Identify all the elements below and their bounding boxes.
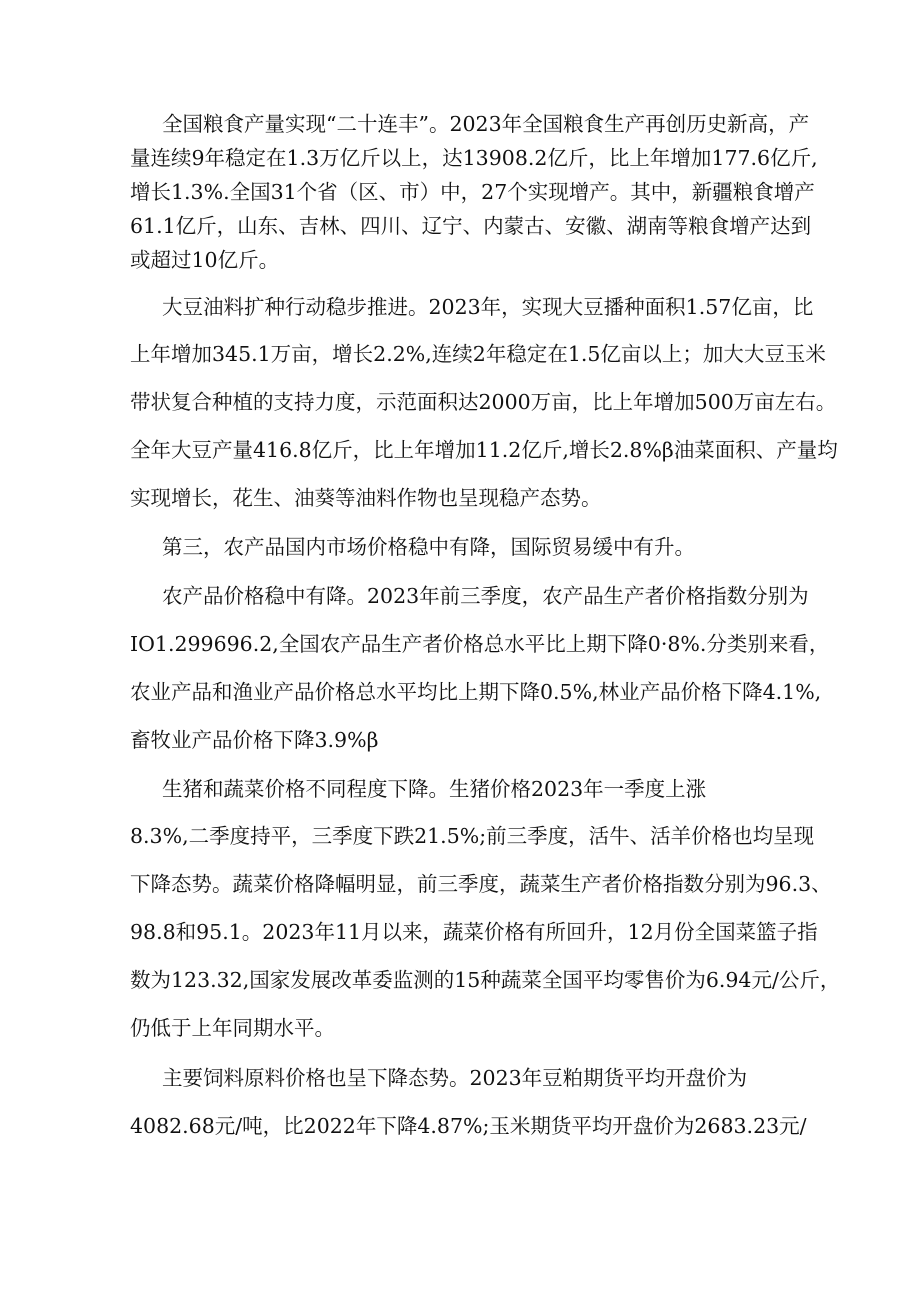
paragraph-1-line-2: 量连续9年稳定在1.3万亿斤以上，达13908.2亿斤，比上年增加177.6亿斤,: [130, 146, 818, 170]
paragraph-5-line-4: 98.8和95.1。2023年11月以来，蔬菜价格有所回升，12月份全国菜篮子指: [130, 920, 818, 944]
paragraph-1-line-5: 或超过10亿斤。: [130, 248, 280, 272]
paragraph-1-line-1: 全国粮食产量实现“二十连丰”。2023年全国粮食生产再创历史新高，产: [162, 112, 810, 136]
paragraph-4-line-3: 农业产品和渔业产品价格总水平均比上期下降0.5%,林业产品价格下降4.1%,: [130, 680, 822, 704]
paragraph-5-line-2: 8.3%,二季度持平，三季度下跌21.5%;前三季度，活牛、活羊价格也均呈现: [130, 824, 815, 848]
paragraph-2-line-4: 全年大豆产量416.8亿斤，比上年增加11.2亿斤,增长2.8%β油菜面积、产量均: [130, 438, 838, 462]
paragraph-2-line-3: 带状复合种植的支持力度，示范面积达2000万亩，比上年增加500万亩左右。: [130, 390, 837, 414]
paragraph-2-line-2: 上年增加345.1万亩，增长2.2%,连续2年稳定在1.5亿亩以上；加大大豆玉米: [130, 342, 826, 366]
paragraph-1-line-4: 61.1亿斤，山东、吉林、四川、辽宁、内蒙古、安徽、湖南等粮食增产达到: [130, 214, 812, 238]
paragraph-1-line-3: 增长1.3%.全国31个省（区、市）中，27个实现增产。其中，新疆粮食增产: [130, 180, 815, 204]
paragraph-6-line-2: 4082.68元/吨，比2022年下降4.87%;玉米期货平均开盘价为2683.23元/: [130, 1114, 807, 1138]
paragraph-5-line-6: 仍低于上年同期水平。: [130, 1016, 335, 1040]
paragraph-4-line-4: 畜牧业产品价格下降3.9%β: [130, 728, 379, 752]
paragraph-2-line-1: 大豆油料扩种行动稳步推进。2023年，实现大豆播种面积1.57亿亩，比: [162, 295, 814, 319]
paragraph-2-line-5: 实现增长，花生、油葵等油料作物也呈现稳产态势。: [130, 486, 602, 510]
paragraph-5-line-5: 数为123.32,国家发展改革委监测的15种蔬菜全国平均零售价为6.94元/公斤，: [130, 968, 841, 992]
paragraph-4-line-2: IO1.299696.2,全国农产品生产者价格总水平比上期下降0·8%.分类别来看，: [130, 632, 830, 656]
section-heading-third: 第三，农产品国内市场价格稳中有降，国际贸易缓中有升。: [162, 535, 695, 559]
paragraph-5-line-3: 下降态势。蔬菜价格降幅明显，前三季度，蔬菜生产者价格指数分别为96.3、: [130, 872, 832, 896]
paragraph-5-line-1: 生猪和蔬菜价格不同程度下降。生猪价格2023年一季度上涨: [162, 777, 707, 801]
paragraph-6-line-1: 主要饲料原料价格也呈下降态势。2023年豆粕期货平均开盘价为: [162, 1066, 748, 1090]
paragraph-4-line-1: 农产品价格稳中有降。2023年前三季度，农产品生产者价格指数分别为: [162, 584, 809, 608]
